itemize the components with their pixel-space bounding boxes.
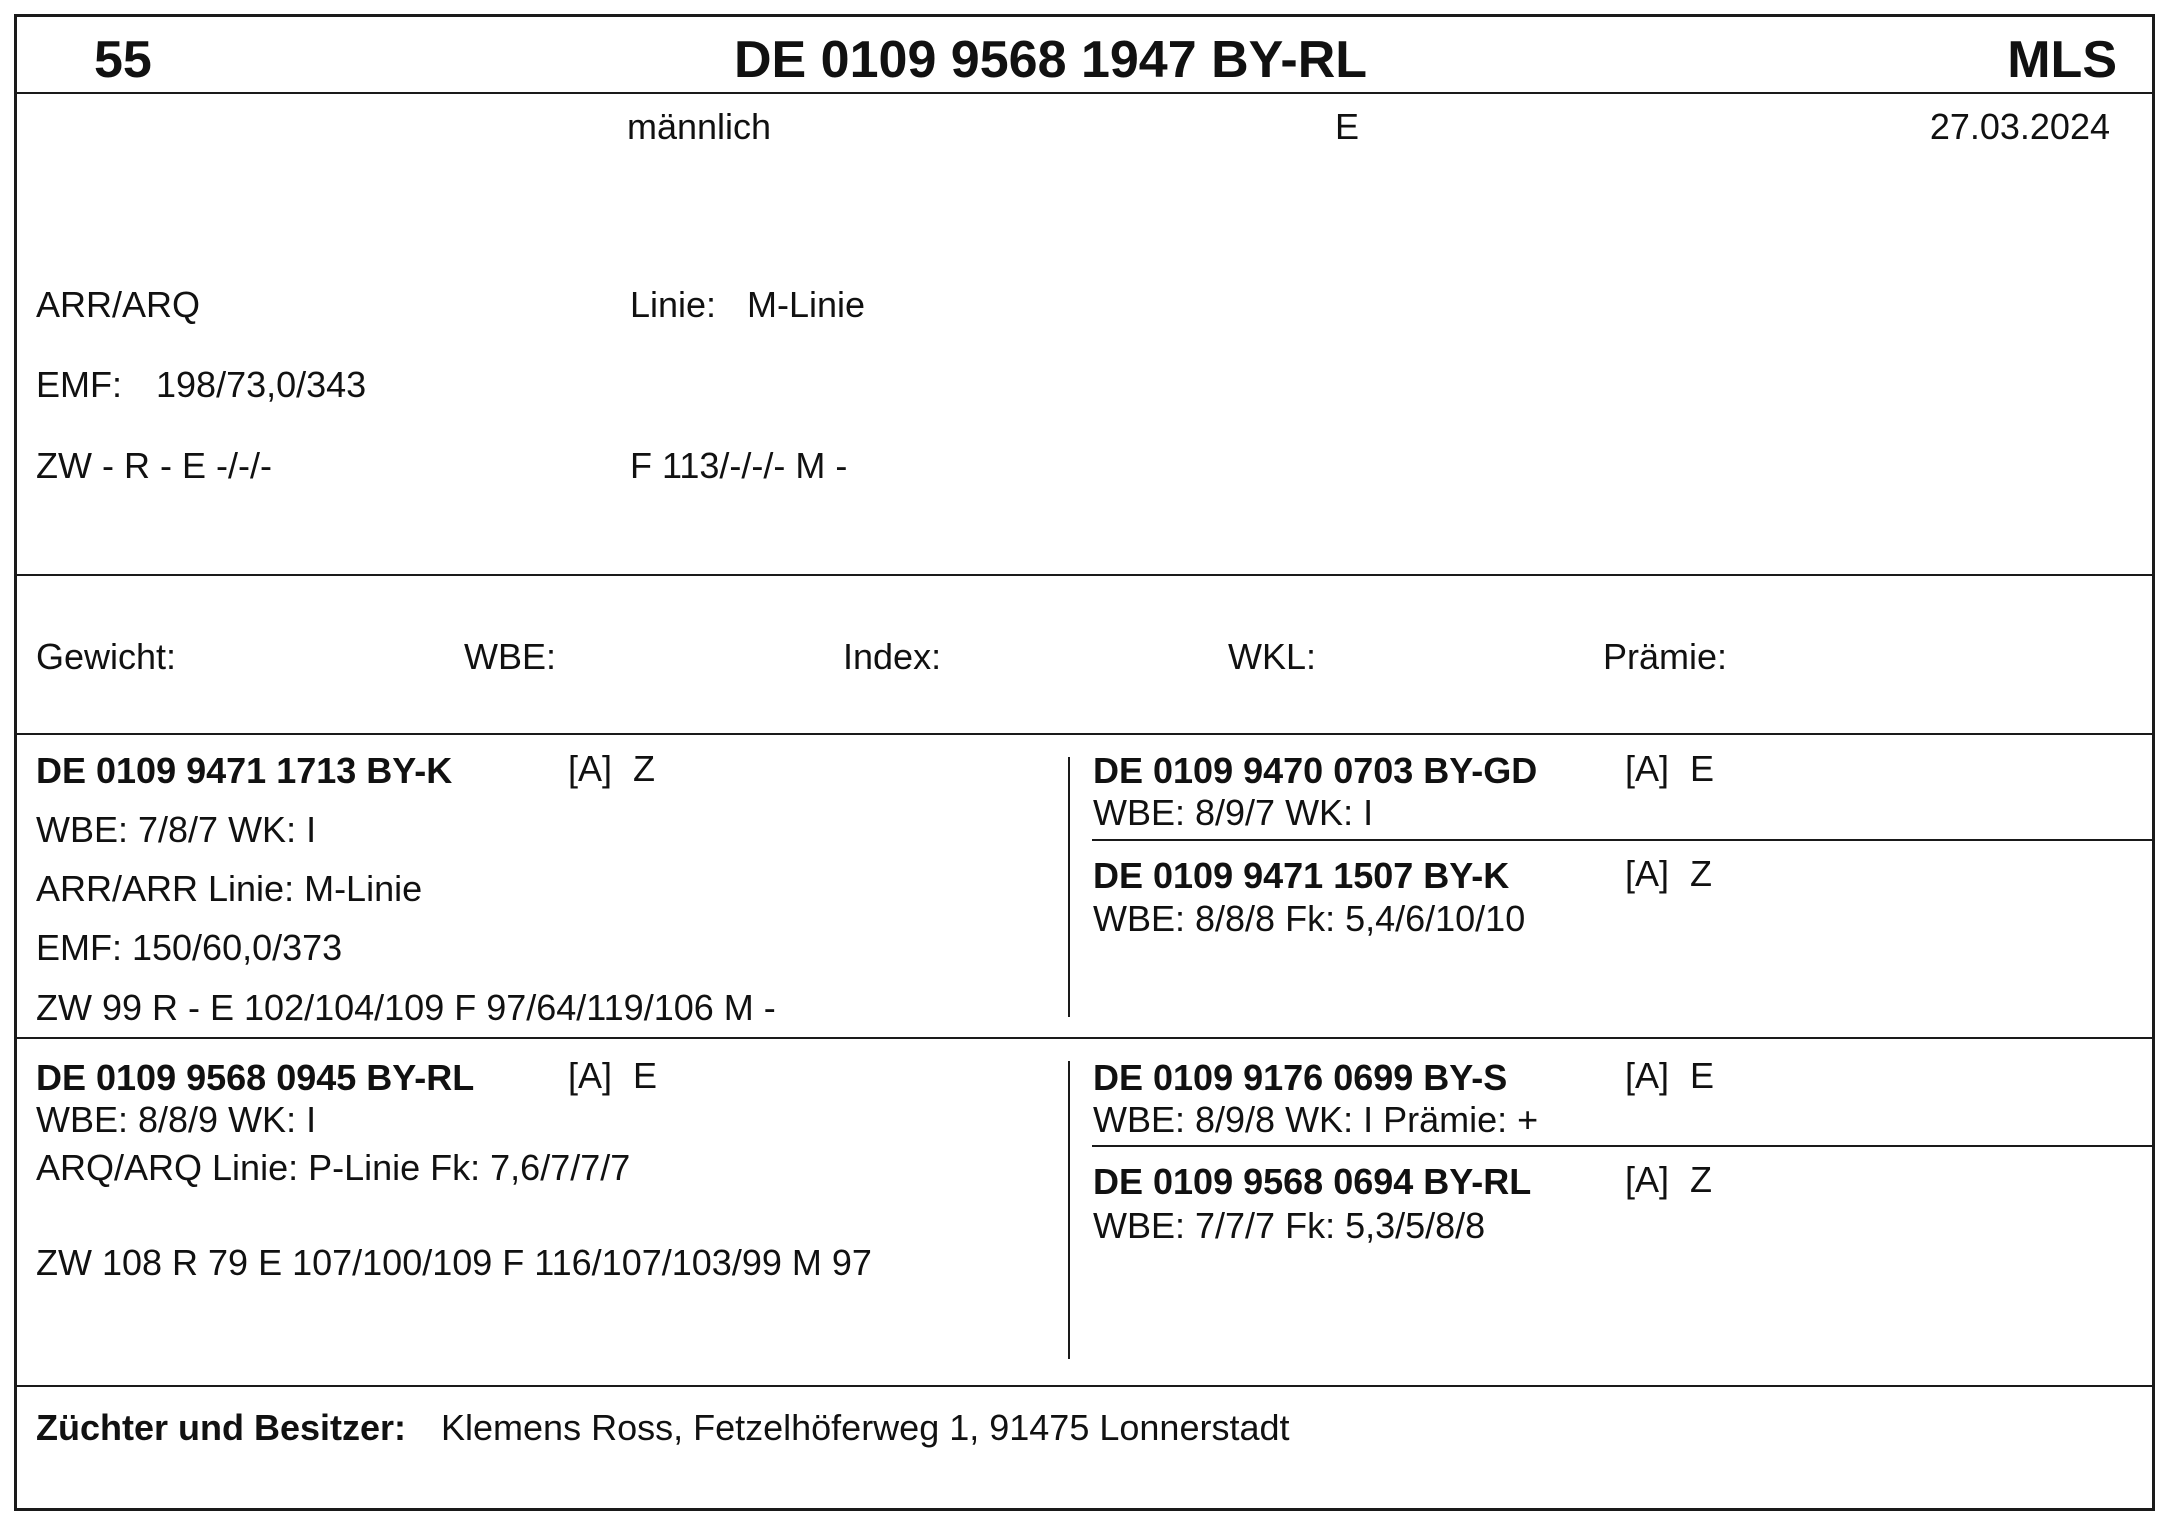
sire-emf: EMF: 150/60,0/373 xyxy=(36,927,343,968)
dam-id: DE 0109 9568 0945 BY-RL xyxy=(36,1057,475,1098)
sire-line: ARR/ARR Linie: M-Linie xyxy=(36,868,423,909)
dam-zw: ZW 108 R 79 E 107/100/109 F 116/107/103/99 M 97 xyxy=(36,1242,872,1283)
line-value: M-Linie xyxy=(747,284,866,325)
header-divider xyxy=(14,92,2155,94)
dam-section-divider xyxy=(14,1385,2155,1387)
emf-value: 198/73,0/343 xyxy=(156,364,367,405)
dam-pedigree-divider xyxy=(1068,1061,1070,1359)
breeder-label: Züchter und Besitzer: xyxy=(36,1407,407,1448)
genotype: ARR/ARQ xyxy=(36,284,201,325)
sire-id: DE 0109 9471 1713 BY-K xyxy=(36,750,453,791)
line-label: Linie: xyxy=(630,284,717,325)
fields-section-divider xyxy=(14,733,2155,735)
dam-sire-id: DE 0109 9176 0699 BY-S xyxy=(1093,1057,1508,1098)
dam-line: ARQ/ARQ Linie: P-Linie Fk: 7,6/7/7/7 xyxy=(36,1147,631,1188)
breeder-value: Klemens Ross, Fetzelhöferweg 1, 91475 Lonnerstadt xyxy=(441,1407,1290,1448)
sire-pedigree-divider xyxy=(1068,757,1070,1017)
dam-dam-id: DE 0109 9568 0694 BY-RL xyxy=(1093,1161,1532,1202)
dam-dam-code: Z xyxy=(1690,1159,1712,1200)
sire-sire-code: E xyxy=(1690,748,1715,789)
dam-sire-flag: [A] xyxy=(1625,1055,1670,1096)
wkl-label: WKL: xyxy=(1228,636,1317,677)
sex: männlich xyxy=(627,106,772,147)
index-label: Index: xyxy=(843,636,942,677)
dam-dam-wbe: WBE: 7/7/7 Fk: 5,3/5/8/8 xyxy=(1093,1205,1486,1246)
dam-wbe: WBE: 8/8/9 WK: I xyxy=(36,1099,317,1140)
dam-sire-wbe: WBE: 8/9/8 WK: I Prämie: + xyxy=(1093,1099,1539,1140)
breeding-values-f: F 113/-/-/- M - xyxy=(630,445,848,486)
sire-zw: ZW 99 R - E 102/104/109 F 97/64/119/106 M - xyxy=(36,987,776,1028)
sire-sire-id: DE 0109 9470 0703 BY-GD xyxy=(1093,750,1538,791)
emf-label: EMF: xyxy=(36,364,122,405)
breeding-values-zw: ZW - R - E -/-/- xyxy=(36,445,272,486)
praemie-label: Prämie: xyxy=(1603,636,1728,677)
dam-grandparents-divider xyxy=(1092,1145,2155,1147)
weight-label: Gewicht: xyxy=(36,636,177,677)
dam-sire-code: E xyxy=(1690,1055,1715,1096)
sire-dam-id: DE 0109 9471 1507 BY-K xyxy=(1093,855,1510,896)
dam-dam-flag: [A] xyxy=(1625,1159,1670,1200)
sire-sire-wbe: WBE: 8/9/7 WK: I xyxy=(1093,792,1374,833)
sire-flag: [A] xyxy=(568,748,613,789)
date: 27.03.2024 xyxy=(1929,106,2110,147)
animal-section-divider xyxy=(14,574,2155,576)
animal-id: DE 0109 9568 1947 BY-RL xyxy=(734,31,1368,89)
wbe-label: WBE: xyxy=(464,636,557,677)
sire-dam-flag: [A] xyxy=(1625,853,1670,894)
sire-grandparents-divider xyxy=(1092,839,2155,841)
lot-number: 55 xyxy=(94,31,152,89)
sire-section-divider xyxy=(14,1037,2155,1039)
status-code: E xyxy=(1335,106,1360,147)
sire-wbe: WBE: 7/8/7 WK: I xyxy=(36,809,317,850)
sire-code: Z xyxy=(633,748,655,789)
dam-code: E xyxy=(633,1055,658,1096)
sire-dam-code: Z xyxy=(1690,853,1712,894)
sire-dam-wbe: WBE: 8/8/8 Fk: 5,4/6/10/10 xyxy=(1093,898,1526,939)
breed-code: MLS xyxy=(2007,31,2117,89)
dam-flag: [A] xyxy=(568,1055,613,1096)
sire-sire-flag: [A] xyxy=(1625,748,1670,789)
